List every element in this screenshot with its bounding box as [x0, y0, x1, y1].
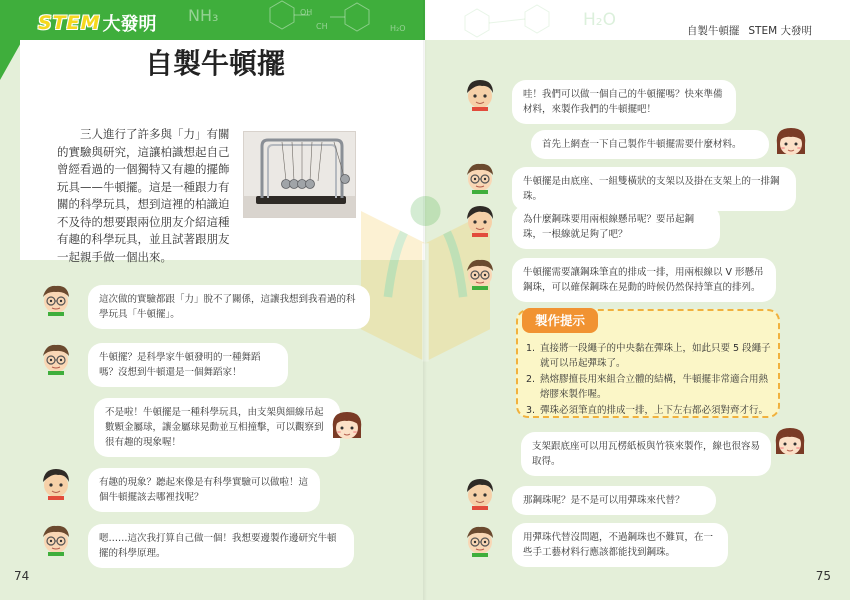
newtons-cradle-photo	[243, 131, 356, 218]
dialogue-bubble: 哇！我們可以做一個自己的牛頓擺嗎？快來準備材料，來製作我們的牛頓擺吧！	[512, 80, 736, 124]
boy-glasses-avatar-icon	[38, 341, 74, 375]
girl-avatar-icon	[773, 124, 809, 158]
tip-text: 直接將一段繩子的中央黏在彈珠上，如此只要 5 段繩子就可以吊起彈珠了。	[540, 343, 771, 369]
dialogue-bubble: 那鋼珠呢？是不是可以用彈珠來代替？	[512, 486, 716, 515]
dialogue-bubble: 有趣的現象？聽起來像是有科學實驗可以做啦！這個牛頓擺該去哪裡找呢？	[88, 468, 320, 512]
tip-number: 1.	[526, 343, 536, 354]
tip-number: 2.	[526, 374, 536, 385]
boy-glasses-avatar-icon	[38, 282, 74, 316]
dialogue-bubble: 牛頓擺是由底座、一組雙橫狀的支架以及掛在支架上的一排鋼珠。	[512, 167, 796, 211]
running-header	[687, 23, 812, 38]
tip-item	[526, 372, 776, 402]
logo-series-name: 大發明	[102, 14, 157, 35]
series-logo	[38, 12, 157, 34]
boy-glasses-avatar-icon	[462, 523, 498, 557]
chem-label-nh3: NH₃	[188, 6, 219, 25]
dialogue-bubble: 牛頓擺？是科學家牛頓發明的一種舞蹈嗎？沒想到牛頓還是一個舞蹈家！	[88, 343, 288, 387]
tip-text: 彈珠必須筆直的排成一排，上下左右都必須對齊才行。	[540, 405, 769, 416]
tip-item	[526, 403, 776, 418]
dialogue-bubble: 支架跟底座可以用瓦楞紙板與竹筷來製作，線也很容易取得。	[521, 432, 771, 476]
tips-title: 製作提示	[522, 308, 598, 333]
chem-label-oh: OH	[300, 8, 313, 17]
tips-list	[526, 341, 776, 419]
girl-avatar-icon	[329, 408, 365, 442]
boy-glasses-avatar-icon	[462, 160, 498, 194]
dialogue-bubble: 不是啦！牛頓擺是一種科學玩具，由支架與細線吊起數顆金屬球，讓金屬球晃動並互相撞擊，可以觀察到很有趣的現象喔！	[94, 398, 340, 457]
chem-label-ch: CH	[316, 22, 328, 31]
chem-label-h2o: H₂O	[390, 24, 406, 33]
book-spine	[423, 0, 427, 600]
dialogue-bubble: 這次做的實驗都跟「力」脫不了關係，這讓我想到我看過的科學玩具「牛頓擺」。	[88, 285, 370, 329]
boy-avatar-icon	[462, 77, 498, 111]
tip-item	[526, 341, 776, 371]
page-title: 自製牛頓擺	[144, 47, 285, 80]
dialogue-bubble: 牛頓擺需要讓鋼珠筆直的排成一排，用兩根線以 V 形懸吊鋼珠，可以確保鋼珠在晃動的時候仍然保持筆直的排列。	[512, 258, 776, 302]
dialogue-bubble: 為什麼鋼珠要用兩根線懸吊呢？要吊起鋼珠，一根線就足夠了吧？	[512, 205, 720, 249]
dialogue-bubble: 嗯……這次我打算自己做一個！我想要邊製作邊研究牛頓擺的科學原理。	[88, 524, 354, 568]
running-series: STEM 大發明	[748, 25, 812, 37]
boy-glasses-avatar-icon	[38, 522, 74, 556]
boy-avatar-icon	[462, 203, 498, 237]
boy-glasses-avatar-icon	[462, 256, 498, 290]
chem-label-h2o: H₂O	[583, 10, 616, 30]
tip-number: 3.	[526, 405, 536, 416]
intro-paragraph: 三人進行了許多與「力」有關的實驗與研究，這讓柏識想起自己曾經看過的一個獨特又有趣的擺飾玩具——牛頓擺。這是一種跟力有關的科學玩具，想到這裡的柏識迫不及待的想要跟兩位朋友介紹這種有趣的科學玩具，並且試著跟朋友一起親手做一個出來。	[57, 127, 230, 264]
boy-avatar-icon	[462, 476, 498, 510]
running-title: 自製牛頓擺	[686, 25, 740, 37]
girl-avatar-icon	[772, 424, 808, 458]
tip-text: 熱熔膠擅長用來組合立體的結構，牛頓擺非常適合用熱熔膠來製作喔。	[540, 374, 769, 400]
page-number: 74	[14, 569, 30, 583]
page-number: 75	[815, 569, 831, 583]
logo-stem-text: STEM	[38, 12, 101, 34]
boy-avatar-icon	[38, 466, 74, 500]
dialogue-bubble: 首先上網查一下自己製作牛頓擺需要什麼材料。	[531, 130, 769, 159]
dialogue-bubble: 用彈珠代替沒問題，不過鋼珠也不難買，在一些手工藝材料行應該都能找到鋼珠。	[512, 523, 728, 567]
